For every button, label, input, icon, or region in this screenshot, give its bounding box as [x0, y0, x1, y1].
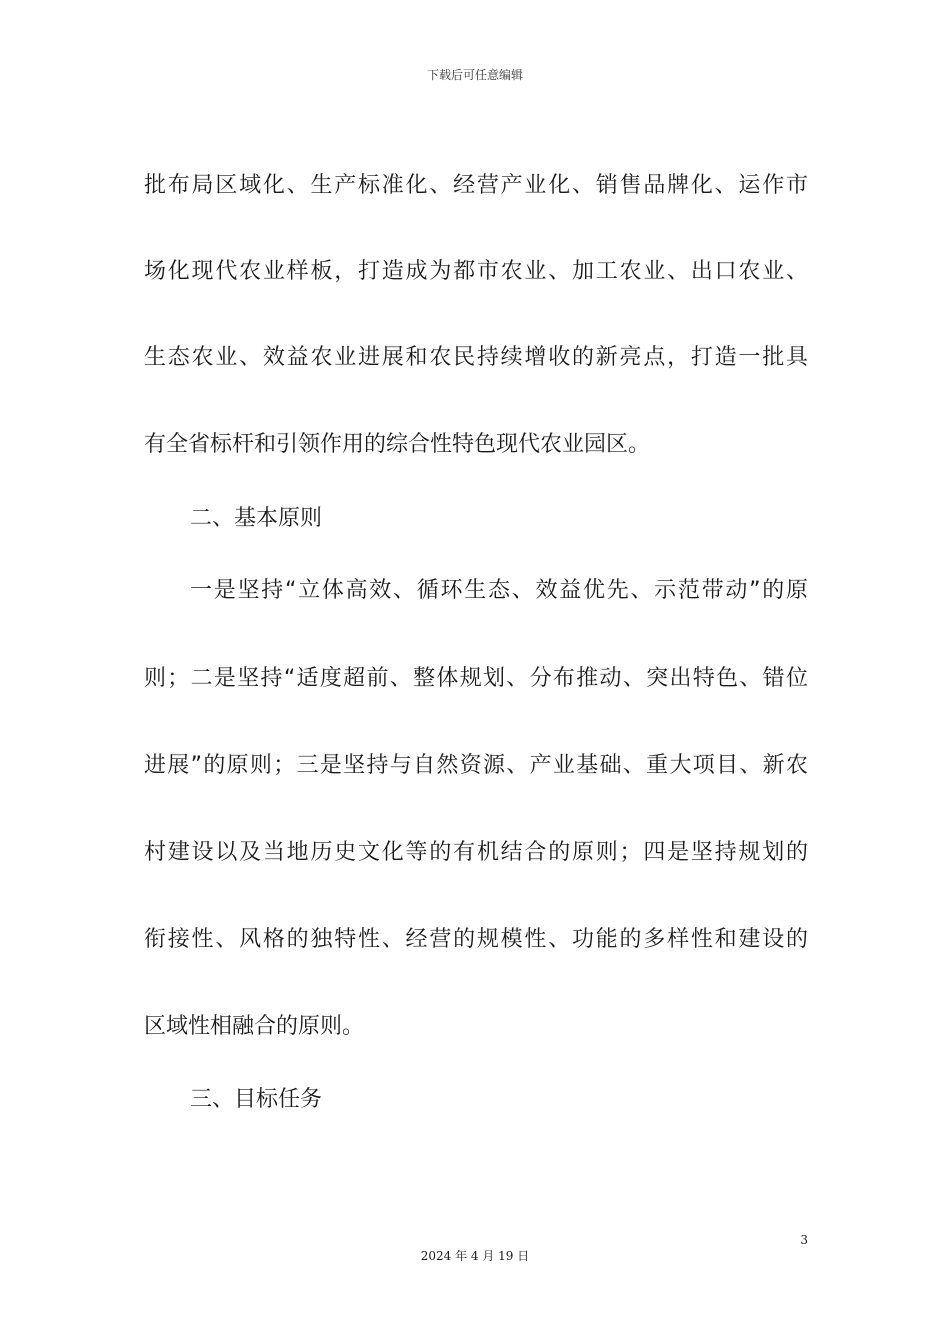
paragraph-line: 一是坚持“立体高效、循环生态、效益优先、示范带动”的原 [190, 578, 808, 603]
paragraph-line: 区域性相融合的原则。 [144, 1014, 365, 1039]
paragraph-line: 则；二是坚持“适度超前、整体规划、分布推动、突出特色、错位 [144, 666, 808, 691]
paragraph-line: 生态农业、效益农业进展和农民持续增收的新亮点，打造一批具 [144, 345, 808, 370]
footer-date: 2024 年 4 月 19 日 [420, 1249, 530, 1263]
page-number: 3 [800, 1233, 808, 1247]
paragraph-line: 进展”的原则；三是坚持与自然资源、产业基础、重大项目、新农 [144, 753, 808, 778]
paragraph-line: 村建设以及当地历史文化等的有机结合的原则；四是坚持规划的 [144, 840, 808, 865]
section-heading: 二、基本原则 [190, 506, 323, 531]
paragraph-line: 有全省标杆和引领作用的综合性特色现代农业园区。 [144, 432, 651, 457]
section-heading: 三、目标任务 [190, 1087, 323, 1112]
paragraph-line: 衔接性、风格的独特性、经营的规模性、功能的多样性和建设的 [144, 927, 808, 952]
paragraph-line: 批布局区域化、生产标准化、经营产业化、销售品牌化、运作市 [144, 173, 808, 198]
page-header: 下载后可任意编辑 [426, 68, 523, 82]
paragraph-line: 场化现代农业样板，打造成为都市农业、加工农业、出口农业、 [144, 259, 808, 284]
